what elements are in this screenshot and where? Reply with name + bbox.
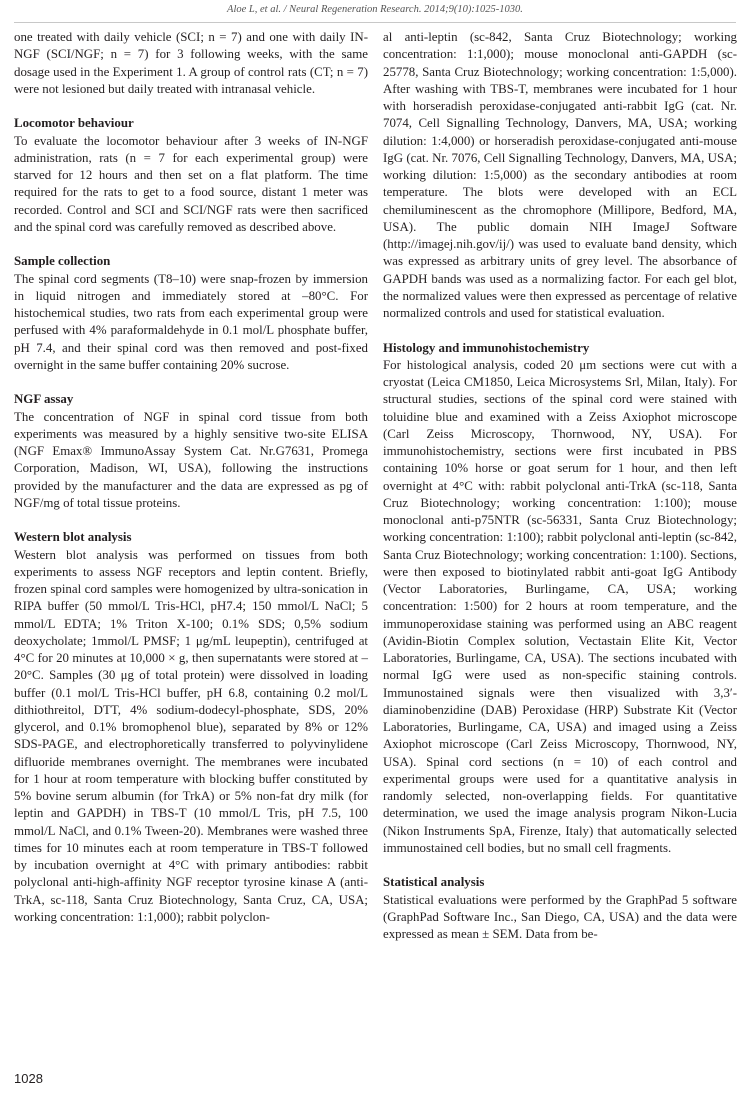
locomotor-paragraph: To evaluate the locomotor behaviour after 3 weeks of IN-NGF administration, rats (n = 7 for each experimental group) were starved for 12 hours and then set on a flat platform. The time required for the rats to get to a food source, distant 1 meter was recorded. Control and SCI and SCI/NGF rats were then sacrificed and the spinal cord was carefully removed as described above. bbox=[14, 133, 368, 234]
western-heading: Western blot analysis bbox=[14, 530, 132, 545]
histology-paragraph: For histological analysis, coded 20 μm sections were cut with a cryostat (Leica CM1850, Leica Microsystems Srl, Milan, Italy). For structural studies, sections of the spinal cord were stained with toluidine blue and examined with a Zeiss Axiophot microscope (Carl Zeiss Microscopy, Thornwood, NY, USA). For immunohistochemistry, sections were first incubated in PBS containing 10% horse or goat serum for 1 hour, and then left overnight at 4°C with: rabbit polyclonal anti-TrkA (sc-118, Santa Cruz Biotechnology; working concentration: 1:100); mouse monoclonal anti-p75NTR (sc-56331, Santa Cruz Biotechnology; working concentration: 1:100); rabbit polyclonal anti-leptin (sc-842, Santa Cruz Biotechnology; working concentration: 1:100). Sections, were then exposed to biotinylated rabbit anti-goat IgG Antibody (Vector Laboratories, Burlingame, CA, USA; working concentration: 1:500) for 2 hours at room temperature, and the immunoperoxidase staining was performed using an ABC reagent (Avidin-Biotin Complex solution, Vectastain Elite Kit, Vector Laboratories, Burlingame, CA, USA). The sections incubated with normal IgG were used as non-specific staining controls. Immunostained signals were then visualized with 3,3′-diaminobenzidine (DAB) Peroxidase (HRP) Substrate Kit (Vector Laboratories, Burlingame, CA, USA) and imaged using a Zeiss Axiophot microscope (Carl Zeiss Microscopy, Thornwood, NY, USA). Spinal cord sections (n = 10) of each control and experimental groups were used for a quantitative analysis in randomly selected, non-overlapping fields. For quantitative determination, we used the image analysis program Nikon-Lucia (Nikon Instruments SpA, Firenze, Italy) that automatically selected immunostained cell bodies, but no small cell fragments. bbox=[383, 357, 737, 855]
histology-section bbox=[383, 340, 737, 858]
locomotor-heading: Locomotor behaviour bbox=[14, 116, 134, 131]
statistical-section bbox=[383, 874, 737, 943]
ngf-heading: NGF assay bbox=[14, 392, 74, 407]
page-number: 1028 bbox=[14, 1071, 43, 1086]
locomotor-section bbox=[14, 115, 368, 236]
header-divider bbox=[14, 22, 736, 23]
ngf-paragraph: The concentration of NGF in spinal cord tissue from both experiments was measured by a highly sensitive two-site ELISA (NGF Emax® ImmunoAssay System Cat. Nr.G7631, Promega Corporation, Madison, WI, USA), following the instructions provided by the manufacturer and the data are expressed as pg of NGF/mg of total tissue proteins. bbox=[14, 409, 368, 510]
left-column bbox=[14, 29, 368, 926]
intro-section bbox=[14, 29, 368, 98]
western-continued-section bbox=[383, 29, 737, 322]
sample-heading: Sample collection bbox=[14, 254, 111, 269]
sample-paragraph: The spinal cord segments (T8–10) were snap-frozen by immersion in liquid nitrogen and immediately stored at –80°C. For histochemical studies, two rats from each experimental group were perfused with 4% paraformaldehyde in 0.1 mol/L phosphate buffer, pH 7.4, and their spinal cord was then removed and post-fixed overnight in the same buffer containing 20% sucrose. bbox=[14, 271, 368, 372]
sample-section bbox=[14, 253, 368, 374]
western-section bbox=[14, 529, 368, 926]
ngf-section bbox=[14, 391, 368, 512]
statistical-heading: Statistical analysis bbox=[383, 875, 485, 890]
western-continued-paragraph: al anti-leptin (sc-842, Santa Cruz Biotechnology; working concentration: 1:1,000); mouse monoclonal anti-GAPDH (sc-25778, Santa Cruz Biotechnology; working concentration: 1:5,000). After washing with TBS-T, membranes were incubated for 1 hour with horseradish peroxidase-conjugated anti-rabbit IgG (cat. Nr. 7074, Cell Signalling Technology, Danvers, MA, USA; working dilution: 1:4,000) or horseradish peroxidase-conjugated anti-mouse IgG (cat. Nr. 7076, Cell Signalling Technology, Danvers, MA, USA; working dilution: 1:5,000) as the secondary antibodies at room temperature. The blots were developed with an ECL chemiluminescent as the chromophore (Millipore, Bedford, MA, USA). The public domain NIH ImageJ Software (http://imagej.nih.gov/ij/) was used to evaluate band density, which was expressed as arbitrary units of grey level. The absorbance of GAPDH bands was used as a normalizing factor. For each gel blot, the normalized values were then expressed as percentage of relative normalized controls and used for statistical evaluation. bbox=[383, 30, 737, 320]
right-column bbox=[383, 29, 737, 943]
statistical-paragraph: Statistical evaluations were performed by the GraphPad 5 software (GraphPad Software Inc., San Diego, CA, USA) and the data were expressed as mean ± SEM. Data from be- bbox=[383, 892, 737, 941]
intro-paragraph: one treated with daily vehicle (SCI; n = 7) and one with daily IN-NGF (SCI/NGF; n = 7) for 3 following weeks, with the same dosage used in the Experiment 1. A group of control rats (CT; n = 7) were not lesioned but daily treated with intranasal vehicle. bbox=[14, 30, 368, 96]
histology-heading: Histology and immunohistochemistry bbox=[383, 340, 590, 355]
running-header: Aloe L, et al. / Neural Regeneration Research. 2014;9(10):1025-1030. bbox=[227, 4, 523, 15]
western-paragraph: Western blot analysis was performed on tissues from both experiments to assess NGF receptors and leptin content. Briefly, frozen spinal cord samples were homogenized by ultra-sonication in RIPA buffer (50 mmol/L Tris-HCl, pH7.4; 150 mmol/L NaCl; 5 mmol/L EDTA; 1% Triton X-100; 0.1% SDS; 0,5% sodium deoxycholate; 1mmol/L PMSF; 1 μg/mL leupeptin), centrifuged at 4°C for 20 minutes at 10,000 × g, then supernatants were stored at –20°C. Samples (30 μg of total protein) were dissolved in loading buffer (0.1 mol/L Tris-HCl buffer, pH 6.8, containing 0.2 mol/L dithiothreitol, DTT, 4% sodium-dodecyl-phosphate, SDS, 20% glycerol, and 0.1% bromophenol blue), separated by 8% or 12% SDS-PAGE, and electrophoretically transferred to polyvinylidene difluoride membranes overnight. The membranes were incubated for 1 hour at room temperature with blocking buffer constituted by 5% bovine serum albumin (for TrkA) or 5% non-fat dry milk (for leptin and GAPDH) in TBS-T (10 mmol/L Tris, pH 7.5, 100 mmol/L NaCl, and 0.1% Tween-20). Membranes were washed three times for 10 minutes each at room temperature in TBS-T followed by incubation overnight at 4°C with primary antibodies: rabbit polyclonal anti-high-affinity NGF receptor tyrosine kinase A (anti-TrkA, sc-118, Santa Cruz Biotechnology, Santa Cruz, CA, USA; working concentration: 1:1,000); rabbit polyclon- bbox=[14, 547, 368, 924]
